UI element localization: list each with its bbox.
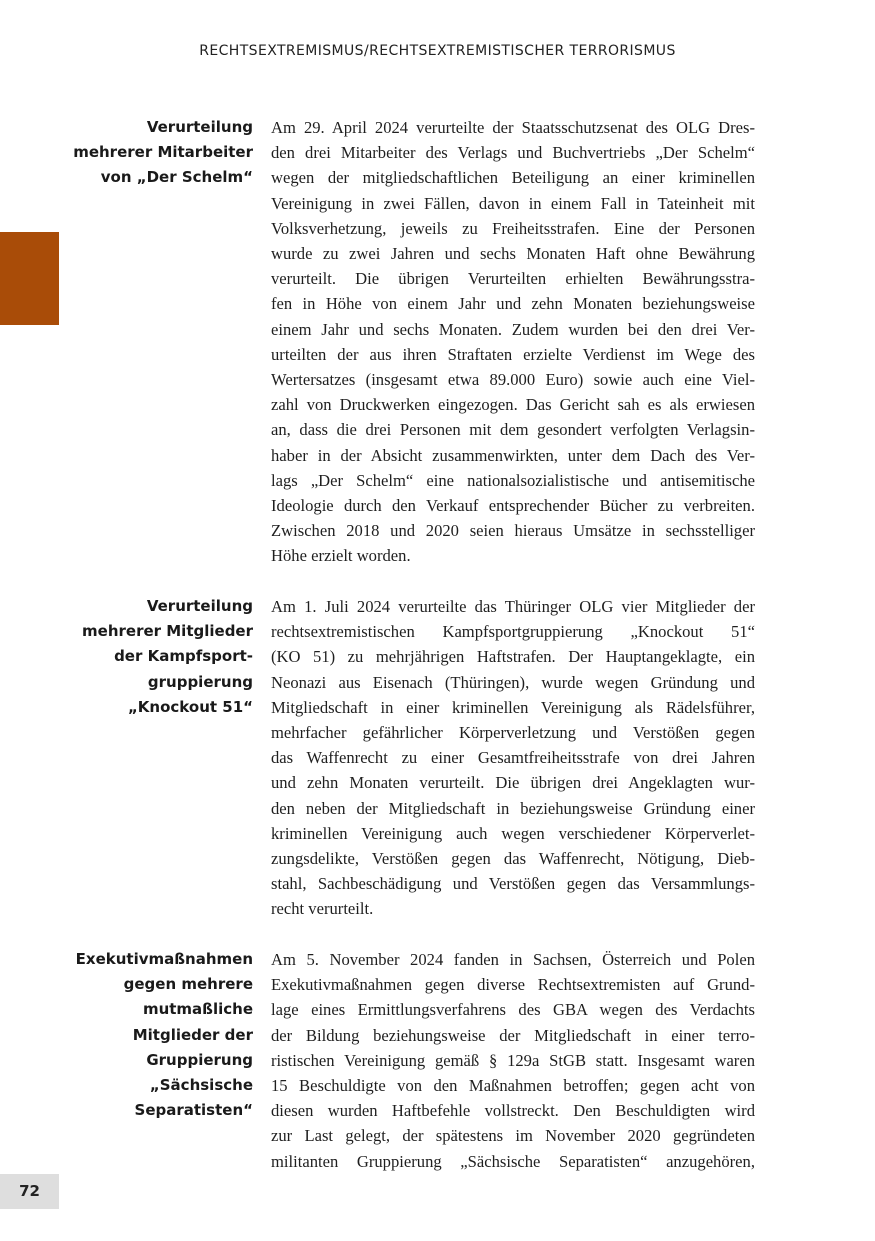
body-paragraph: [271, 115, 755, 569]
text-line: kriminellen Vereinigung auch wegen verschiedener Körperverlet-: [271, 823, 755, 843]
marginal-heading: [60, 947, 253, 1123]
heading-line: Separatisten“: [134, 1101, 253, 1120]
text-line: der Bildung beziehungsweise der Mitgliedschaft in einer terro-: [271, 1025, 755, 1045]
chapter-accent-tab: [0, 232, 59, 325]
text-line: einem Jahr und sechs Monaten. Zudem wurden bei den drei Ver-: [271, 319, 755, 339]
heading-line: von „Der Schelm“: [100, 168, 253, 187]
heading-line: mehrerer Mitglieder: [82, 622, 253, 641]
text-line: stahl, Sachbeschädigung und Verstößen gegen das Versammlungs-: [271, 874, 755, 894]
heading-line: gegen mehrere: [123, 975, 253, 994]
text-line: lags „Der Schelm“ eine nationalsozialistische und antisemitische: [271, 470, 755, 490]
body-paragraph: [271, 947, 755, 1174]
heading-line: „Sächsische: [149, 1076, 253, 1095]
text-line: Am 29. April 2024 verurteilte der Staatsschutzsenat des OLG Dres-: [271, 118, 755, 137]
text-line: an, dass die drei Personen mit dem gesondert verfolgten Verlagsin-: [271, 420, 755, 440]
text-line: militanten Gruppierung „Sächsische Separatisten“ anzugehören,: [271, 1151, 755, 1171]
text-line: und zehn Monaten verurteilt. Die übrigen drei Angeklagten wur-: [271, 773, 755, 793]
text-line: Zwischen 2018 und 2020 seien hieraus Umsätze in sechsstelliger: [271, 521, 755, 541]
text-line: den neben der Mitgliedschaft in beziehungsweise Gründung einer: [271, 798, 755, 818]
text-line: wegen der mitgliedschaftlichen Beteiligung an einer kriminellen: [271, 168, 755, 188]
text-line: verurteilt. Die übrigen Verurteilten erhielten Bewährungsstra-: [271, 269, 755, 289]
page-number: 72: [0, 1174, 59, 1209]
text-line: haber in der Absicht zusammenwirkten, unter dem Dach des Ver-: [271, 445, 755, 465]
text-line: ristischen Vereinigung gemäß § 129a StGB statt. Insgesamt waren: [271, 1050, 755, 1070]
running-head: RECHTSEXTREMISMUS/RECHTSEXTREMISTISCHER TERRORISMUS: [199, 43, 676, 59]
text-line: Wertersatzes (insgesamt etwa 89.000 Euro) sowie auch eine Viel-: [271, 370, 755, 390]
text-line: das Waffenrecht zu einer Gesamtfreiheitsstrafe von drei Jahren: [271, 748, 755, 768]
heading-line: „Knockout 51“: [127, 697, 253, 716]
text-line: fen in Höhe von einem Jahr und zehn Monaten beziehungsweise: [271, 294, 755, 314]
heading-line: gruppierung: [147, 672, 253, 691]
text-line: zahl von Druckwerken eingezogen. Das Gericht sah es als erwiesen: [271, 395, 755, 415]
text-line: lage eines Ermittlungsverfahrens des GBA wegen des Verdachts: [271, 1000, 755, 1020]
text-line: Ideologie durch den Verkauf entsprechender Bücher zu verbreiten.: [271, 496, 755, 516]
heading-line: mutmaßliche: [142, 1000, 253, 1019]
text-line: mehrfacher gefährlicher Körperverletzung und Verstößen gegen: [271, 723, 755, 743]
heading-line: mehrerer Mitarbeiter: [73, 143, 253, 162]
text-line: rechtsextremistischen Kampfsportgruppierung „Knockout 51“: [271, 622, 755, 642]
heading-line: Verurteilung: [146, 597, 253, 615]
text-line: Vereinigung in zwei Fällen, davon in einem Fall in Tateinheit mit: [271, 193, 755, 213]
marginal-heading: [60, 115, 253, 191]
text-line: Am 5. November 2024 fanden in Sachsen, Österreich und Polen: [271, 950, 755, 969]
heading-line: Exekutivmaßnahmen: [75, 950, 253, 968]
heading-line: der Kampfsport-: [114, 647, 253, 666]
text-line: 15 Beschuldigte von den Maßnahmen betroffen; gegen acht von: [271, 1076, 755, 1096]
text-line: zungsdelikte, Verstößen gegen das Waffenrecht, Nötigung, Dieb-: [271, 849, 755, 869]
text-line: den drei Mitarbeiter des Verlags und Buchvertriebs „Der Schelm“: [271, 143, 755, 163]
text-line: recht verurteilt.: [271, 899, 374, 919]
text-line: Mitgliedschaft in einer kriminellen Vereinigung als Rädelsführer,: [271, 697, 755, 717]
text-line: Volksverhetzung, jeweils zu Freiheitsstrafen. Eine der Personen: [271, 218, 755, 238]
text-line: Neonazi aus Eisenach (Thüringen), wurde wegen Gründung und: [271, 672, 755, 692]
text-line: Am 1. Juli 2024 verurteilte das Thüringer OLG vier Mitglieder der: [271, 597, 755, 616]
text-line: wurde zu zwei Jahren und sechs Monaten Haft ohne Bewährung: [271, 244, 755, 264]
heading-line: Mitglieder der: [132, 1025, 253, 1044]
body-paragraph: [271, 594, 755, 922]
text-line: diesen wurden Haftbefehle vollstreckt. Den Beschuldigten wird: [271, 1101, 755, 1121]
text-line: zur Last gelegt, der spätestens im November 2020 gegründeten: [271, 1126, 755, 1146]
text-line: (KO 51) zu mehrjährigen Haftstrafen. Der Hauptangeklagte, ein: [271, 647, 755, 667]
text-line: Höhe erzielt worden.: [271, 546, 411, 566]
marginal-heading: [60, 594, 253, 720]
heading-line: Verurteilung: [146, 118, 253, 136]
heading-line: Gruppierung: [146, 1050, 253, 1069]
text-line: Exekutivmaßnahmen gegen diverse Rechtsextremisten auf Grund-: [271, 975, 755, 995]
text-line: urteilten der aus ihren Straftaten erzielte Verdienst im Wege des: [271, 344, 755, 364]
